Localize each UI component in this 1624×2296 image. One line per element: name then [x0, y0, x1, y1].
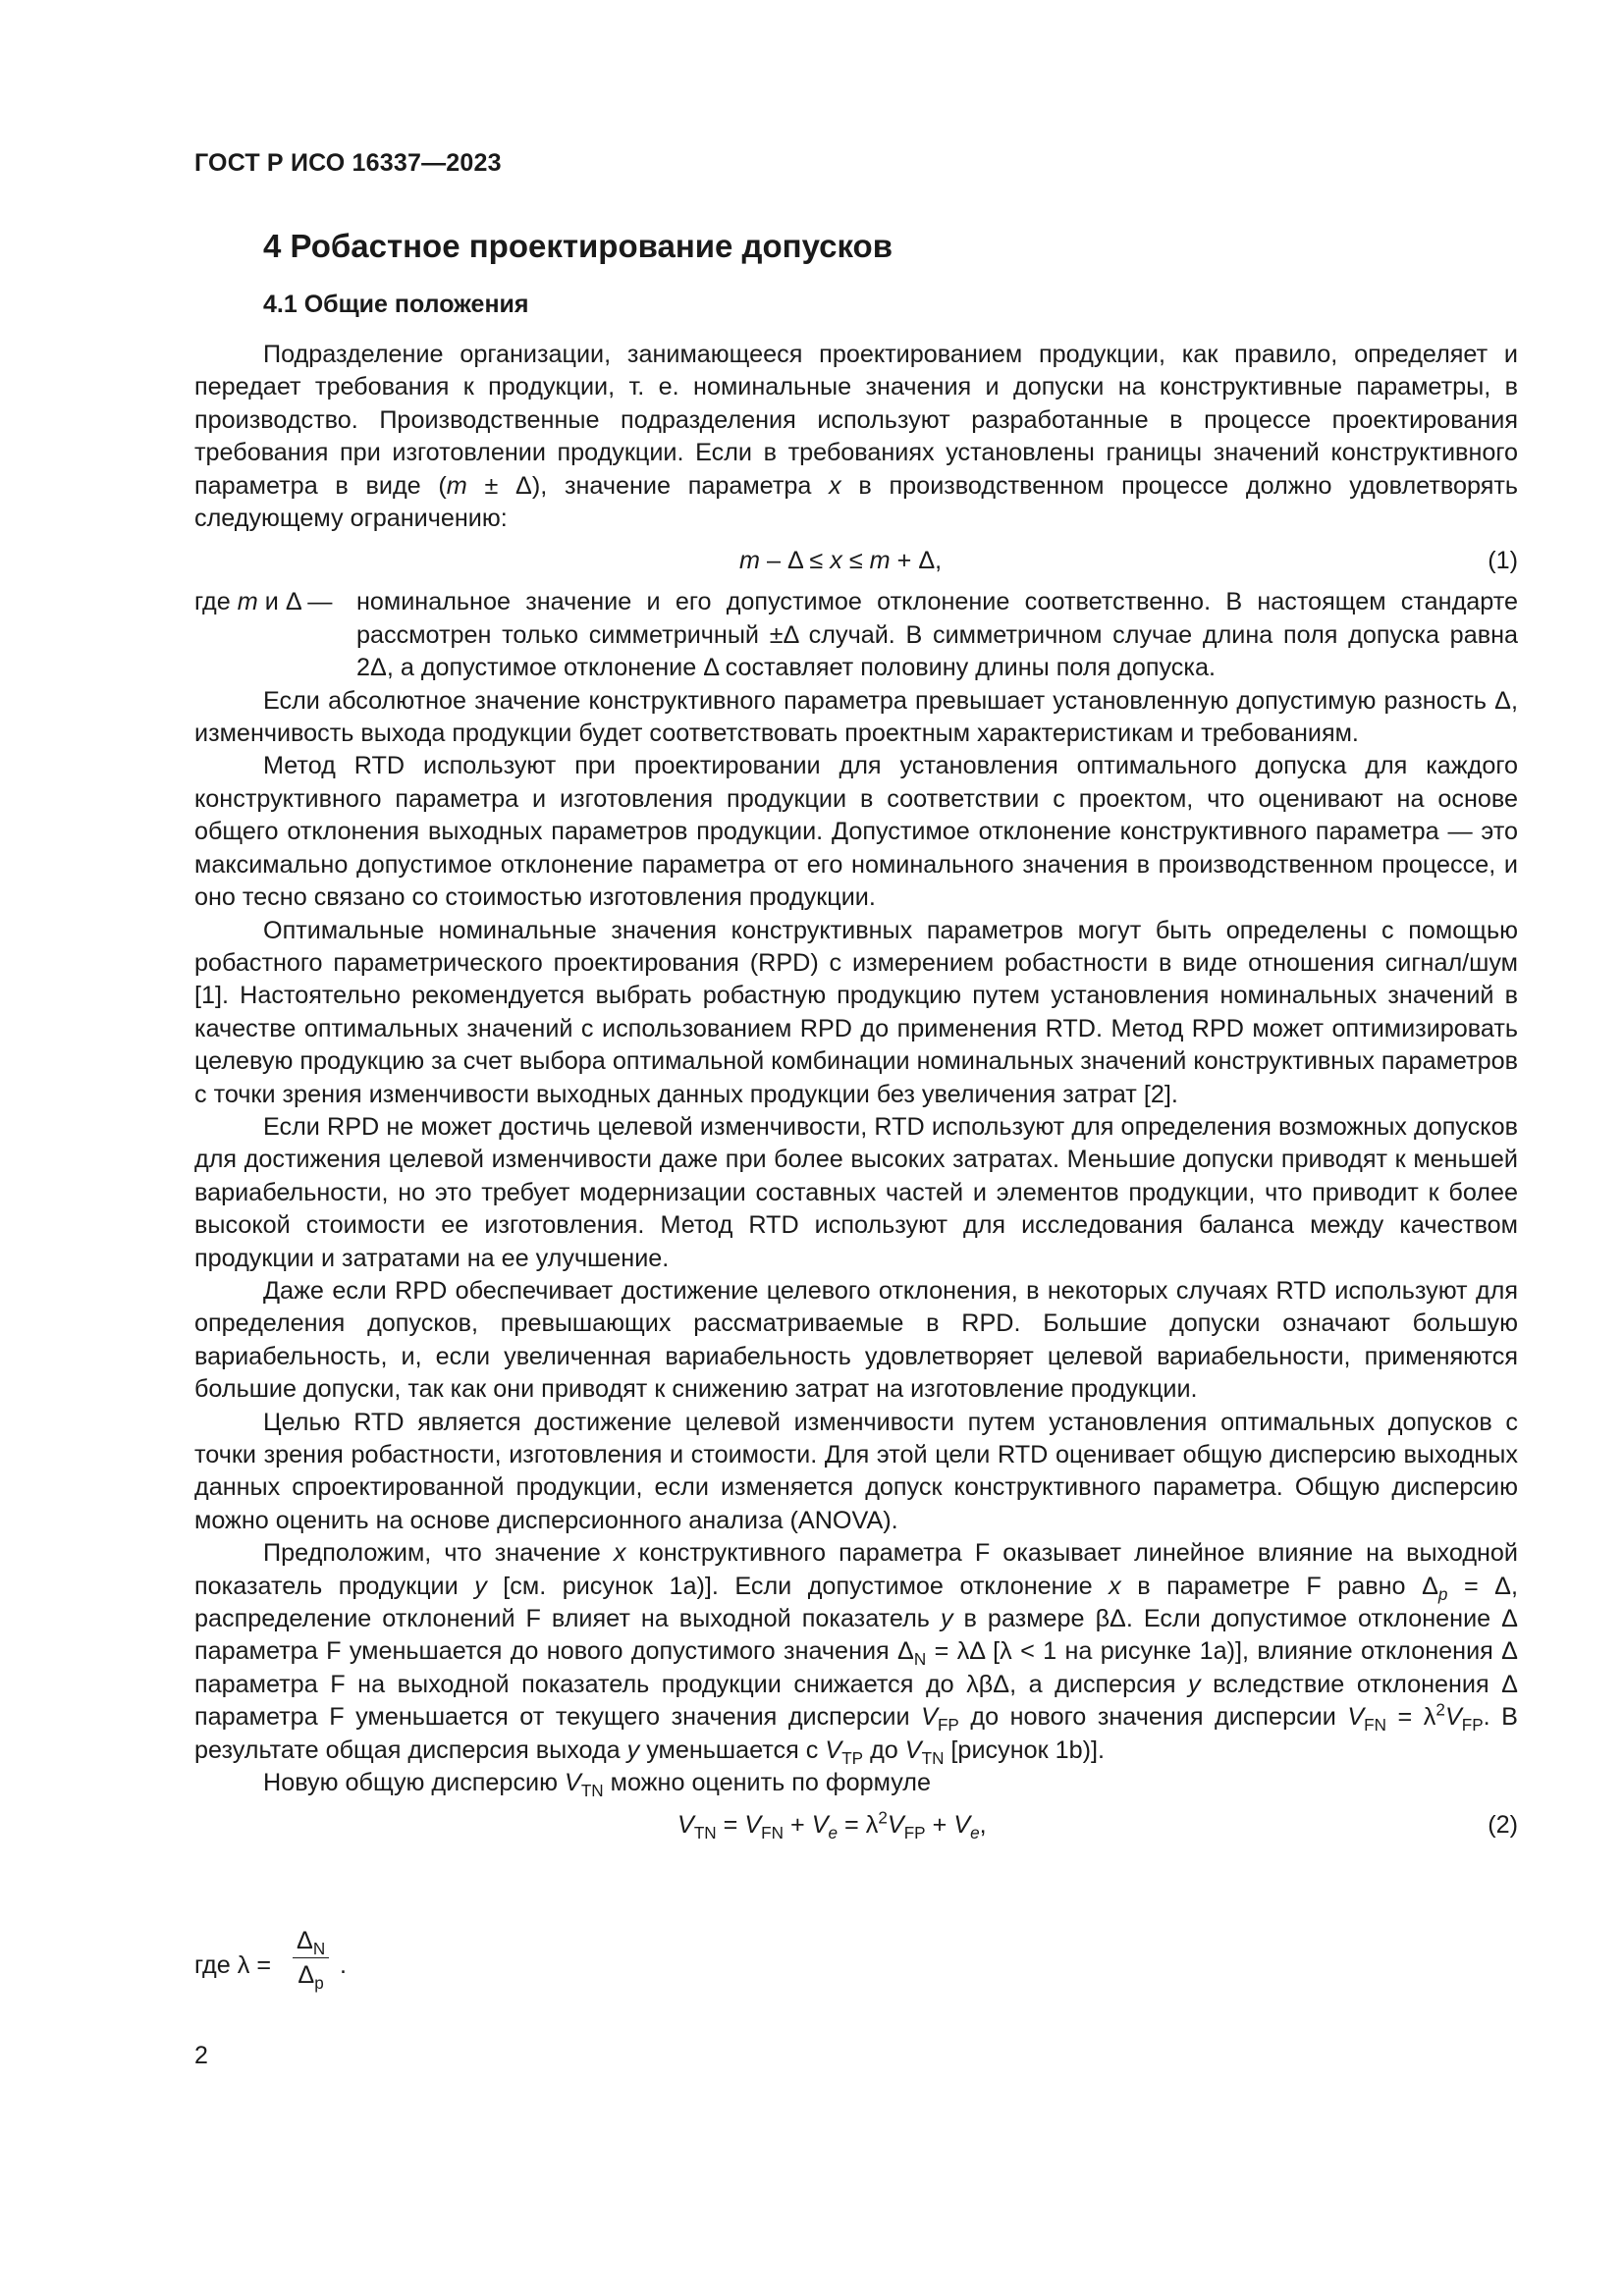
paragraph-7: Целью RTD является достижение целевой изменчивости путем установления оптимальных допусков с точки зрения робастности, изготовления и стоимости. Для этой цели RTD оценивает общую дисперсию выходных данных спроектированной продукции, если изменяется допуск конструктивного параметра. Общую дисперсию можно оценить на основе дисперсионного анализа (ANOVA).: [194, 1408, 1518, 1534]
document-code-header: ГОСТ Р ИСО 16337—2023: [194, 149, 502, 177]
equation-1-number: (1): [1488, 547, 1518, 575]
paragraph-1: Подразделение организации, занимающееся проектированием продукции, как правило, определяет и передает требования к продукции, т. е. номинальные значения и допуски на конструктивные параметры, в производство. Производственные подразделения используют разработанные в процессе проектирования требования при изготовлении продукции. Если в требованиях установлены границы значений конструктивного параметра в виде (m ± Δ), значение параметра x в производственном процессе должно удовлетворять следующему ограничению:: [194, 341, 1518, 533]
paragraph-3: Метод RTD используют при проектировании для установления оптимального допуска для каждого конструктивного параметра и изготовления продукции в соответствии с проектом, что оценивают на основе общего отклонения выходных параметров продукции. Допустимое отклонение конструктивного параметра — это максимально допустимое отклонение параметра от его номинального значения в производственном процессе, и оно тесно связано со стоимостью изготовления продукции.: [194, 752, 1518, 912]
equation-2-number: (2): [1488, 1811, 1518, 1840]
equation-2-formula: $V_{TN} = V_{FN} + V_e = \lambda^2V_{FP} + V_e$,: [677, 1808, 987, 1843]
page-number: 2: [194, 2042, 208, 2069]
where-definition-1: [194, 586, 1518, 684]
where-symbols: где m и Δ —: [194, 588, 333, 616]
where-description: номинальное значение и его допустимое отклонение соответственно. В настоящем стандарте рассмотрен только симметричный ±Δ случай. В симметричном случае длина поля допуска равна 2Δ, а допустимое отклонение Δ составляет половину длины поля допуска.: [356, 588, 1518, 682]
fraction-denominator: $\Delta_p$: [298, 1961, 324, 1993]
equation-2: [194, 1799, 1518, 1850]
paragraph-2: Если абсолютное значение конструктивного параметра превышает установленную допустимую разность Δ, изменчивость выхода продукции будет соответствовать проектным характеристикам и требованиям.: [194, 686, 1518, 748]
section-title: 4 Робастное проектирование допусков: [263, 228, 893, 264]
equation-1-formula: m – Δ ≤ x ≤ m + Δ,: [739, 547, 943, 575]
where-lambda-label: где λ =: [194, 1951, 272, 1979]
paragraph-6: Даже если RPD обеспечивает достижение целевого отклонения, в некоторых случаях RTD используют для определения допусков, превышающих рассматриваемые в RPD. Большие допуски означают большую вариабельность, и, если увеличенная вариабельность удовлетворяет целевой вариабельности, применяются большие допуски, так как они приводят к снижению затрат на изготовление продукции.: [194, 1276, 1518, 1404]
fraction-period: .: [340, 1951, 347, 1979]
paragraph-8: Предположим, что значение x конструктивного параметра F оказывает линейное влияние на выходной показатель продукции y [см. рисунок 1a)]. Если допустимое отклонение x в параметре F равно $\Delta_p = \Delta$, распределение отклонений F влияет на выходной показатель y в размере βΔ. Если допустимое отклонение Δ параметра F уменьшается до нового допустимого значения $\Delta_N = \lambda\Delta$ [λ < 1 на рисунке 1a)], влияние отклонения Δ параметра F на выходной показатель продукции снижается до λβΔ, а дисперсия y вследствие отклонения Δ параметра F уменьшается от текущего значения дисперсии $V_{FP}$ до нового значения дисперсии $V_{FN} = \lambda^2V_{FP}$. В результате общая дисперсия выхода y уменьшается с $V_{TP}$ до $V_{TN}$ [рисунок 1b)].: [194, 1539, 1519, 1768]
paragraph-5: Если RPD не может достичь целевой изменчивости, RTD используют для определения возможных допусков для достижения целевой изменчивости даже при более высоких затратах. Меньшие допуски приводят к меньшей вариабельности, но это требует модернизации составных частей и элементов продукции, что приводит к более высокой стоимости ее изготовления. Метод RTD используют для исследования баланса между качеством продукции и затратами на ее улучшение.: [194, 1112, 1518, 1272]
subsection-title: 4.1 Общие положения: [263, 291, 529, 318]
body-text: [194, 339, 1518, 1850]
lambda-fraction: [293, 1924, 329, 1992]
paragraph-4: Оптимальные номинальные значения конструктивных параметров могут быть определены с помощью робастного параметрического проектирования (RPD) с измерением робастности в виде отношения сигнал/шум [1]. Настоятельно рекомендуется выбрать робастную продукцию путем установления номинальных значений в качестве оптимальных значений с использованием RPD до применения RTD. Метод RPD может оптимизировать целевую продукцию за счет выбора оптимальной комбинации номинальных значений конструктивных параметров с точки зрения изменчивости выходных данных продукции без увеличения затрат [2].: [194, 916, 1518, 1108]
paragraph-9: Новую общую дисперсию $V_{TN}$ можно оценить по формуле: [263, 1769, 931, 1801]
equation-1: [194, 535, 1518, 586]
fraction-numerator: $\Delta_N$: [293, 1924, 329, 1958]
